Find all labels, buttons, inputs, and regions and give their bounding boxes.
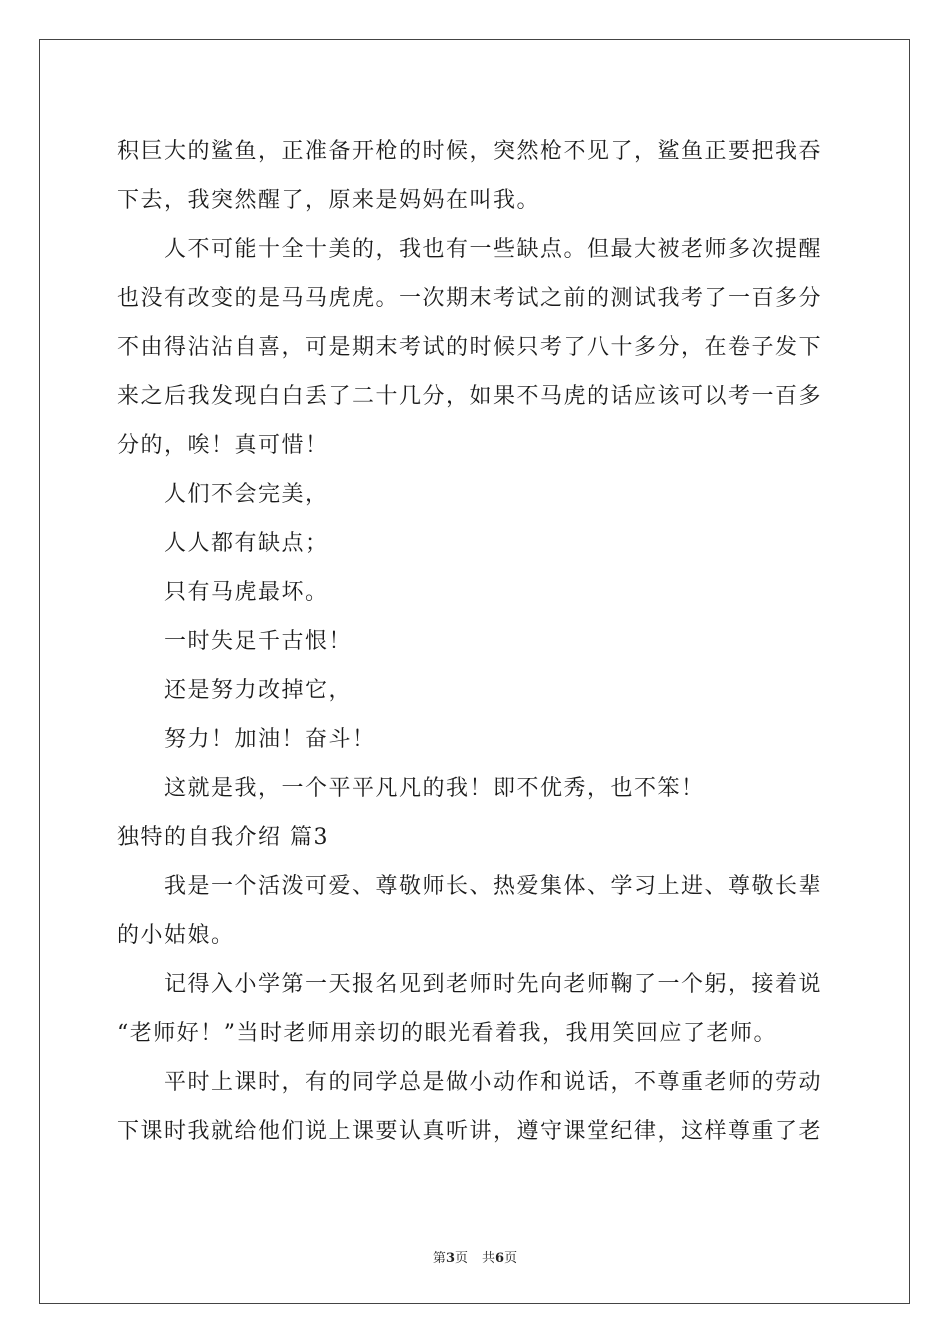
text-line: 平时上课时，有的同学总是做小动作和说话，不尊重老师的劳动 [164, 1070, 823, 1095]
text-line: 来之后我发现白白丢了二十几分，如果不马虎的话应该可以考一百多 [117, 384, 823, 409]
page-footer [0, 1247, 950, 1266]
text-line: 人不可能十全十美的，我也有一些缺点。但最大被老师多次提醒 [164, 237, 823, 262]
text-line: 分的，唉！真可惜！ [117, 433, 329, 458]
text-line: 记得入小学第一天报名见到老师时先向老师鞠了一个躬，接着说 [164, 972, 823, 997]
text-line: 也没有改变的是马马虎虎。一次期末考试之前的测试我考了一百多分 [117, 286, 823, 311]
text-line: 还是努力改掉它， [164, 678, 353, 703]
page-prefix: 第 [432, 1251, 446, 1266]
text-line: 努力！加油！奋斗！ [164, 727, 376, 752]
total-prefix: 共 [482, 1251, 496, 1266]
text-line: 下去，我突然醒了，原来是妈妈在叫我。 [117, 188, 541, 213]
total-pages: 6 [495, 1251, 505, 1266]
text-line: 积巨大的鲨鱼，正准备开枪的时候，突然枪不见了，鲨鱼正要把我吞 [117, 139, 823, 164]
text-line: 我是一个活泼可爱、尊敬师长、热爱集体、学习上进、尊敬长辈 [164, 874, 823, 899]
text-line: 人们不会完美， [164, 482, 329, 507]
document-body [117, 127, 833, 1156]
page-suffix: 页 [454, 1251, 468, 1266]
text-line: 人人都有缺点； [164, 531, 329, 556]
text-line: “老师好！”当时老师用亲切的眼光看着我，我用笑回应了老师。 [117, 1021, 777, 1046]
text-line: 的小姑娘。 [117, 923, 235, 948]
text-line: 下课时我就给他们说上课要认真听讲，遵守课堂纪律，这样尊重了老 [117, 1119, 823, 1144]
total-suffix: 页 [504, 1251, 518, 1266]
page-number: 3 [445, 1251, 455, 1266]
text-line: 不由得沾沾自喜，可是期末考试的时候只考了八十多分，在卷子发下 [117, 335, 823, 360]
text-line: 独特的自我介绍 篇3 [117, 825, 329, 850]
text-line: 这就是我，一个平平凡凡的我！即不优秀，也不笨！ [164, 776, 705, 801]
text-line: 只有马虎最坏。 [164, 580, 329, 605]
text-line: 一时失足千古恨！ [164, 629, 353, 654]
